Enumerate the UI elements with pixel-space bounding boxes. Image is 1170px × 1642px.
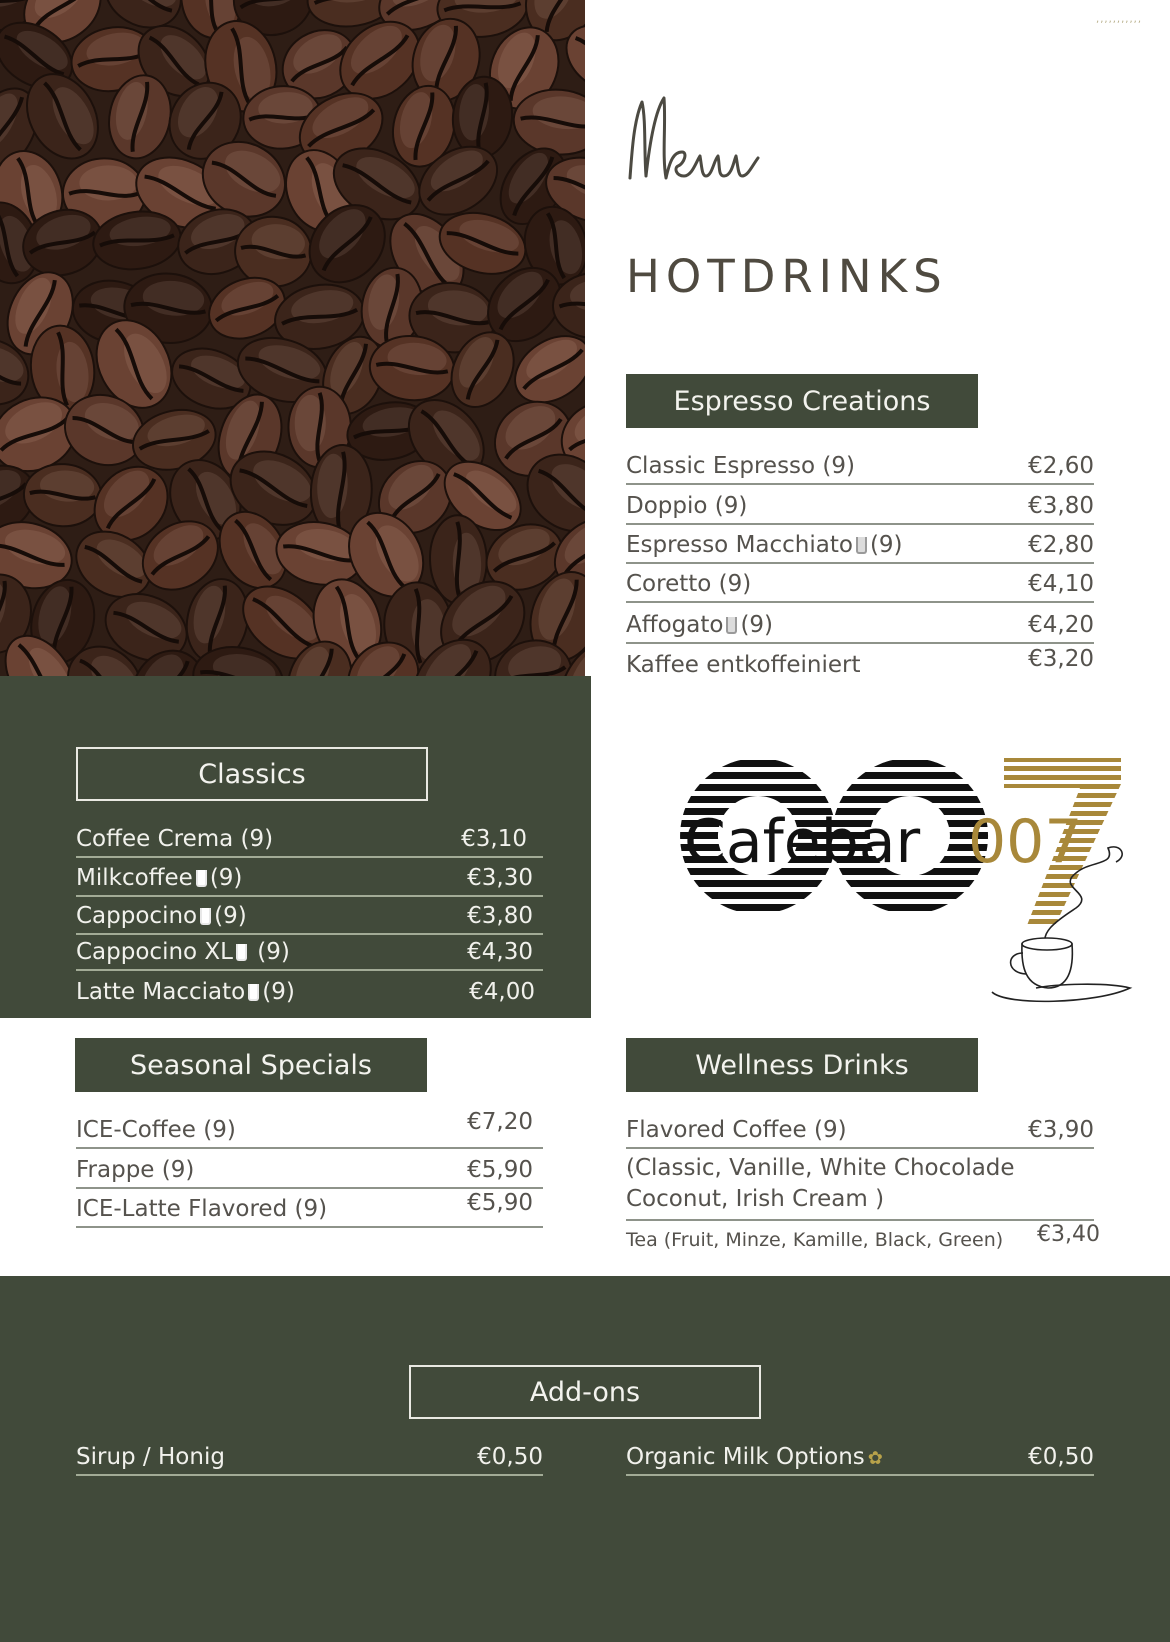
list-item [76, 1436, 543, 1476]
logo-graphic [676, 748, 1156, 1030]
list-item [626, 603, 1094, 644]
list-item [626, 644, 1094, 682]
item-price: €3,40 [1037, 1222, 1100, 1247]
item-price: €3,20 [1028, 646, 1094, 672]
decorative-marks: ,,,,,,,,,,, [1096, 14, 1142, 25]
item-name [626, 612, 773, 638]
page-heading: HOTDRINKS [626, 250, 948, 303]
list-item [76, 858, 543, 897]
milk-glass-icon [856, 537, 867, 554]
item-name [626, 1444, 883, 1470]
list-item [76, 1189, 543, 1228]
item-name-main: Cappocino XL [76, 939, 233, 965]
item-name: Classic Espresso (9) [626, 453, 856, 479]
list-item [626, 1109, 1094, 1149]
flavor-options-line-1: (Classic, Vanille, White Chocolade [626, 1155, 1015, 1181]
item-name-main: Affogato [626, 612, 724, 638]
list-item [626, 525, 1094, 564]
item-name: Tea (Fruit, Minze, Kamille, Black, Green) [626, 1229, 1004, 1251]
item-name: Frappe (9) [76, 1157, 195, 1183]
milk-glass-icon [200, 908, 211, 925]
list-item [626, 485, 1094, 525]
item-name-suffix: (9) [740, 612, 774, 638]
item-name-suffix: (9) [209, 865, 243, 891]
menu-script-graphic [622, 80, 802, 190]
milk-glass-icon [196, 870, 207, 887]
item-name: Doppio (9) [626, 493, 748, 519]
item-price: €2,80 [1028, 532, 1094, 558]
item-price: €4,10 [1028, 571, 1094, 597]
list-item [626, 1149, 1094, 1221]
coffee-beans-photo [0, 0, 585, 702]
seasonal-section-label: Seasonal Specials [75, 1038, 427, 1092]
item-name-suffix: (9) [869, 532, 903, 558]
item-name [76, 903, 247, 929]
item-price: €3,80 [1028, 493, 1094, 519]
item-name [76, 979, 295, 1005]
item-name-main: Cappocino [76, 903, 198, 929]
espresso-section-label: Espresso Creations [626, 374, 978, 428]
list-item [626, 564, 1094, 603]
item-price: €3,30 [467, 865, 533, 891]
item-price: €3,10 [461, 826, 527, 852]
item-price: €5,90 [467, 1190, 533, 1216]
menu-script-title [622, 80, 802, 190]
item-price: €7,20 [467, 1109, 533, 1135]
item-name: Coffee Crema (9) [76, 826, 274, 852]
item-name-main: Latte Macciato [76, 979, 246, 1005]
coffee-bean [22, 462, 103, 529]
item-name [626, 532, 903, 558]
milk-glass-icon [236, 944, 247, 961]
flavor-options-line-2: Coconut, Irish Cream ) [626, 1186, 885, 1212]
logo-word: Cafebar [684, 807, 921, 877]
item-name-suffix: (9) [214, 903, 247, 929]
item-price: €4,20 [1028, 612, 1094, 638]
milk-glass-icon [726, 617, 737, 634]
item-name-suffix: (9) [262, 979, 295, 1005]
list-item [76, 935, 543, 971]
item-name: Sirup / Honig [76, 1444, 225, 1470]
item-name-main: Espresso Macchiato [626, 532, 853, 558]
classics-section-label: Classics [76, 747, 428, 801]
list-item [76, 1109, 543, 1149]
list-item [76, 818, 543, 858]
item-name [76, 865, 242, 891]
addons-section-label: Add-ons [409, 1365, 761, 1419]
cafebar-007-logo [676, 748, 1156, 1030]
wheat-icon: ✿ [867, 1448, 883, 1469]
list-item [626, 1221, 1100, 1255]
wellness-section-label: Wellness Drinks [626, 1038, 978, 1092]
logo-number: 007 [968, 807, 1083, 877]
item-name: ICE-Coffee (9) [76, 1117, 236, 1143]
item-name-suffix: (9) [250, 939, 290, 965]
item-name: Kaffee entkoffeiniert [626, 652, 861, 678]
coffee-beans-illustration [0, 0, 585, 702]
milk-glass-icon [248, 984, 259, 1001]
item-name: Flavored Coffee (9) [626, 1117, 847, 1143]
item-name [76, 939, 290, 965]
saucer [992, 984, 1130, 1001]
list-item [76, 897, 543, 935]
item-name-main: Organic Milk Options [626, 1444, 865, 1470]
item-price: €0,50 [1028, 1444, 1094, 1470]
item-price: €0,50 [477, 1444, 543, 1470]
item-price: €4,00 [469, 979, 535, 1005]
list-item [626, 446, 1094, 485]
item-price: €2,60 [1028, 453, 1094, 479]
list-item [626, 1436, 1094, 1476]
item-price: €3,90 [1028, 1117, 1094, 1143]
item-name: ICE-Latte Flavored (9) [76, 1196, 328, 1222]
item-price: €5,90 [467, 1157, 533, 1183]
item-price: €4,30 [467, 939, 533, 965]
list-item [76, 971, 543, 1009]
item-name: Coretto (9) [626, 571, 752, 597]
item-name-main: Milkcoffee [76, 865, 193, 891]
item-price: €3,80 [467, 903, 533, 929]
list-item [76, 1149, 543, 1189]
